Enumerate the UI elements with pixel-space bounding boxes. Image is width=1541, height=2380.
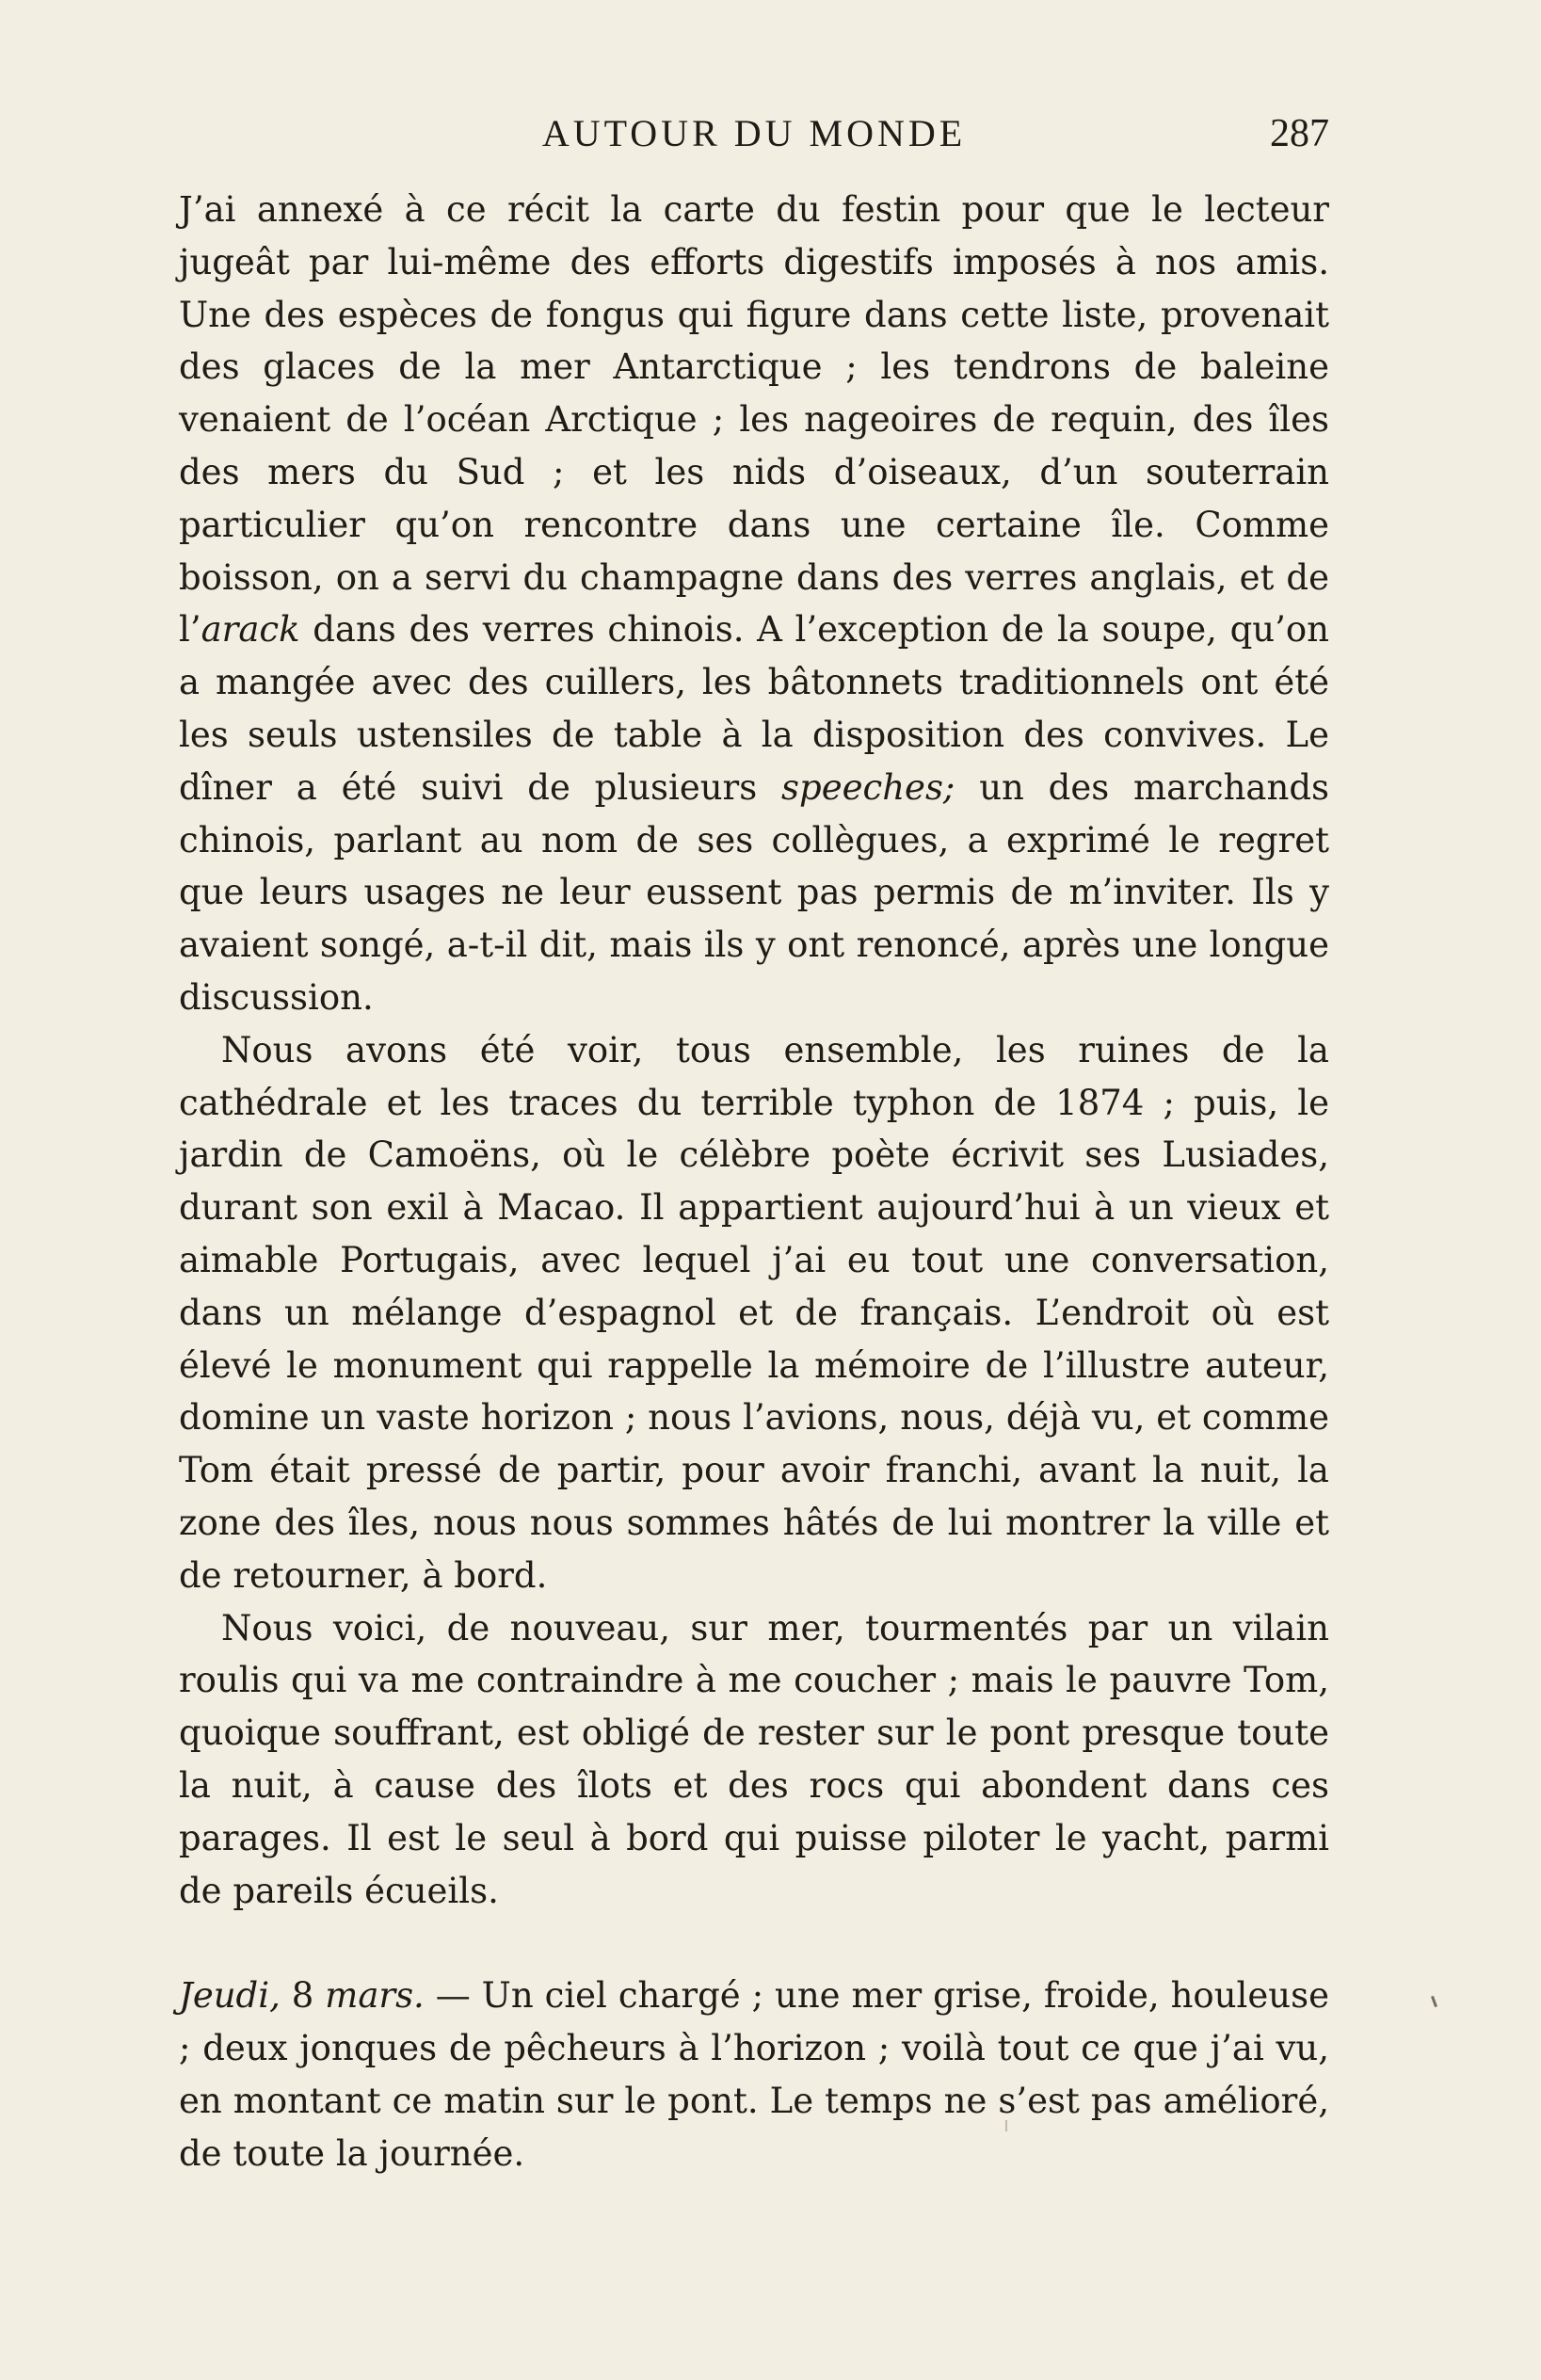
ink-speck [1005,2120,1007,2131]
italic-word: speeches; [781,766,955,808]
italic-word: arack [201,609,300,651]
entry-day: Jeudi, [179,1975,281,2017]
entry-text: — Un ciel chargé ; une mer grise, froide, houleuse ; deux jonques de pêcheurs à l’horizon ; voilà tout ce que j’ai vu, en montant ce matin sur le pont. Le temps ne s’est pas amélioré, de toute la journée. [179,1975,1329,2174]
running-title: AUTOUR DU MONDE [541,112,967,154]
paragraph-text: dans des verres chinois. A l’exception de la soupe, qu’on a mangée avec des cuillers, les bâtonnets traditionnels ont été les seuls ustensiles de table à la disposition des convives. Le dîner a été suivi de plusieurs [179,609,1329,808]
entry-date-number: 8 [280,1975,326,2017]
page-number: 287 [1270,112,1329,155]
paragraph-2 [179,1024,1329,1602]
paragraph-1 [179,184,1329,1024]
ink-speck [1431,1996,1437,2007]
running-head [179,111,1329,171]
entry-month: mars. [325,1975,425,2017]
diary-entry [179,1970,1329,2179]
paragraph-text: J’ai annexé à ce récit la carte du festin pour que le lecteur jugeât par lui-même des efforts digestifs imposés à nos amis. Une des espèces de fongus qui figure dans cette liste, provenait des glaces de la mer Antarctique ; les tendrons de baleine venaient de l’océan Arctique ; les nageoires de requin, des îles des mers du Sud ; et les nids d’oiseaux, d’un souterrain particulier qu’on rencontre dans une certaine île. Comme boisson, on a servi du champagne dans des verres anglais, et de l’ [179,189,1329,651]
page-body [179,184,1329,2179]
paragraph-text: un des marchands chinois, parlant au nom de ses collègues, a exprimé le regret que leurs usages ne leur eussent pas permis de m’inviter. Ils y avaient songé, a-t-il dit, mais ils y ont renoncé, après une longue discussion. [179,766,1329,1018]
paragraph-text: Nous voici, de nouveau, sur mer, tourmentés par un vilain roulis qui va me contraindre à me coucher ; mais le pauvre Tom, quoique souffrant, est obligé de rester sur le pont presque toute la nuit, à cause des îlots et des rocs qui abondent dans ces parages. Il est le seul à bord qui puisse piloter le yacht, parmi de pareils écueils. [179,1607,1329,1911]
paragraph-text: Nous avons été voir, tous ensemble, les ruines de la cathédrale et les traces du terrible typhon de 1874 ; puis, le jardin de Camoëns, où le célèbre poète écrivit ses Lusiades, durant son exil à Macao. Il appartient aujourd’hui à un vieux et aimable Portugais, avec lequel j’ai eu tout une conversation, dans un mélange d’espagnol et de français. L’endroit où est élevé le monument qui rappelle la mémoire de l’illustre auteur, domine un vaste horizon ; nous l’avions, nous, déjà vu, et comme Tom était pressé de partir, pour avoir franchi, avant la nuit, la zone des îles, nous nous sommes hâtés de lui montrer la ville et de retourner, à bord. [179,1029,1329,1596]
paragraph-3 [179,1602,1329,1918]
